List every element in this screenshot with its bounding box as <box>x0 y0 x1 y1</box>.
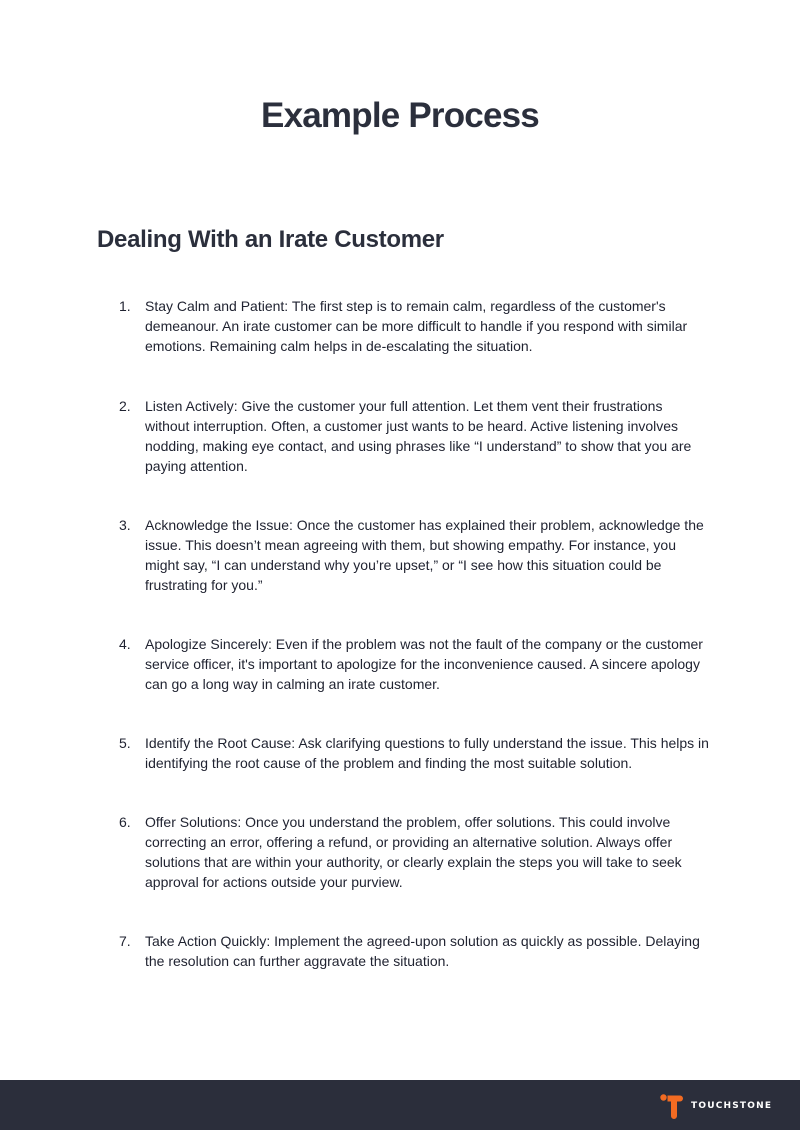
step-text: Acknowledge the Issue: Once the customer has explained their problem, acknowledge the issue. This doesn’t mean agreeing with them, but showing empathy. For instance, you might say, “I can understand why you’re upset,” or “I see how this situation could be frustrating for you.” <box>145 517 704 593</box>
step-text: Take Action Quickly: Implement the agreed-upon solution as quickly as possible. Delaying the resolution can further aggravate the situation. <box>145 933 700 969</box>
page-footer <box>0 1080 800 1130</box>
step-number: 7. <box>119 933 131 949</box>
brand-name: TOUCHSTONE <box>691 1101 773 1111</box>
step-number: 1. <box>119 298 131 314</box>
step-number: 4. <box>119 636 131 652</box>
step-number: 6. <box>119 814 131 830</box>
step-number: 3. <box>119 517 131 533</box>
step-text: Listen Actively: Give the customer your full attention. Let them vent their frustrations without interruption. Often, a customer just wants to be heard. Active listening involves nodding, making eye contact, and using phrases like “I understand” to show that you are paying attention. <box>145 398 692 474</box>
step-number: 5. <box>119 735 131 751</box>
step-text: Identify the Root Cause: Ask clarifying questions to fully understand the issue. This helps in identifying the root cause of the problem and finding the most suitable solution. <box>145 735 709 771</box>
step-text: Stay Calm and Patient: The first step is to remain calm, regardless of the customer's demeanour. An irate customer can be more difficult to handle if you respond with similar emotions. Remaining calm helps in de-escalating the situation. <box>145 298 688 354</box>
step-text: Apologize Sincerely: Even if the problem was not the fault of the company or the customer service officer, it's important to apologize for the inconvenience caused. A sincere apology can go a long way in calming an irate customer. <box>145 636 703 692</box>
section-heading: Dealing With an Irate Customer <box>97 226 444 253</box>
step-text: Offer Solutions: Once you understand the problem, offer solutions. This could involve correcting an error, offering a refund, or providing an alternative solution. Always offer solutions that are within your authority, or clearly explain the steps you will take to seek approval for actions outside your purview. <box>145 814 682 890</box>
touchstone-logo <box>659 1093 772 1119</box>
touchstone-logo-icon <box>659 1093 685 1119</box>
page-title: Example Process <box>261 96 539 135</box>
step-number: 2. <box>119 398 131 414</box>
